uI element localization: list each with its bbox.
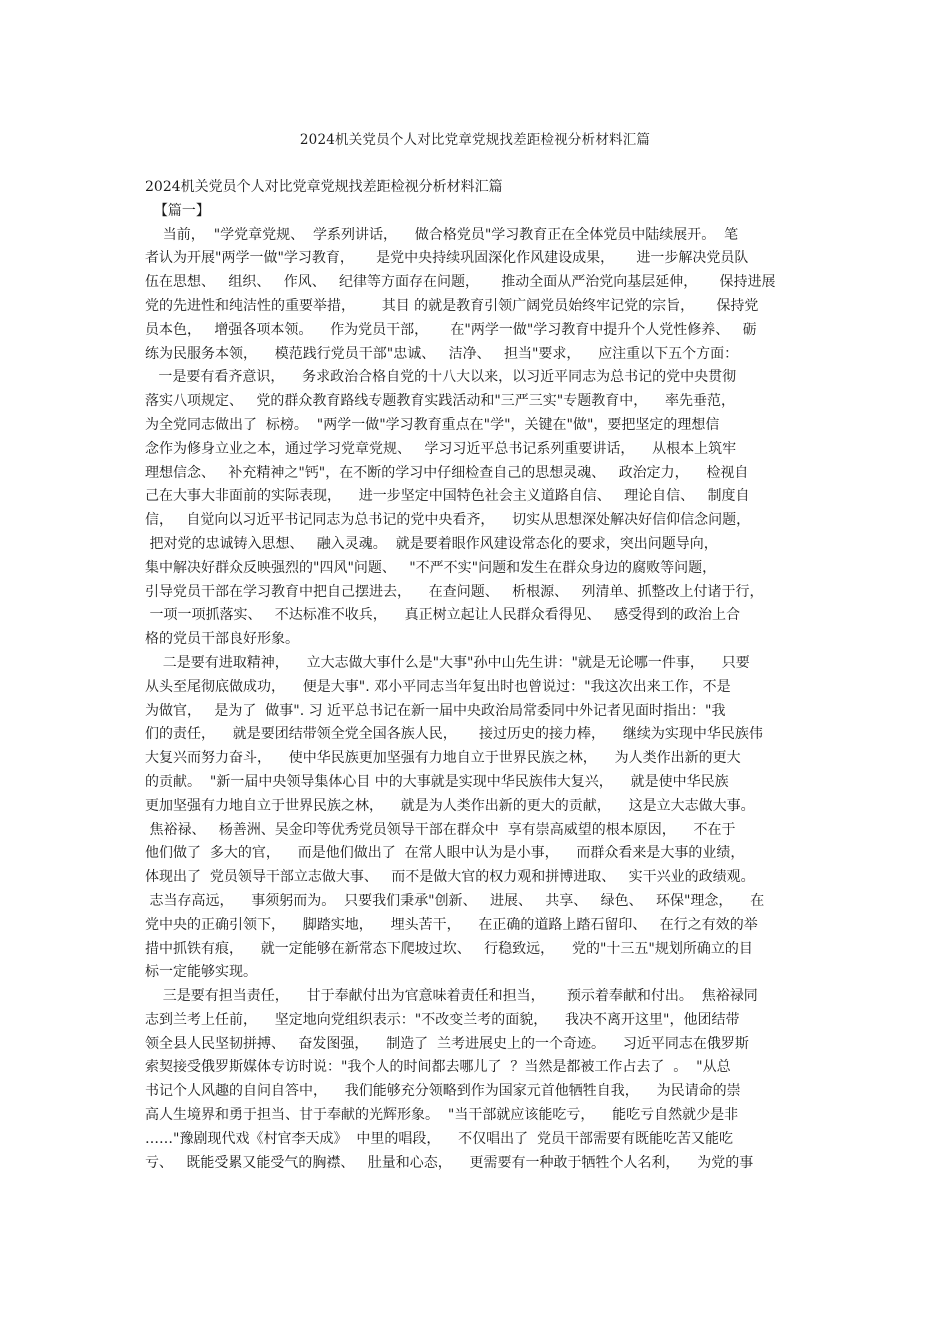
paragraph-line: 大复兴而努力奋斗， 使中华民族更加坚强有力地自立于世界民族之林， 为人类作出新的更大	[145, 750, 741, 767]
paragraph-line: 党中央的正确引领下， 脚踏实地， 埋头苦干， 在正确的道路上踏石留印、 在行之有效的举	[145, 916, 758, 933]
paragraph-line: 二是要有进取精神， 立大志做大事什么是"大事"孙中山先生讲："就是无论哪一件事， 只要	[145, 654, 750, 671]
paragraph-line: 更加坚强有力地自立于世界民族之林， 就是为人类作出新的更大的贡献， 这是立大志做大事。	[145, 797, 755, 814]
paragraph-line: 书记个人风趣的自问自答中， 我们能够充分领略到作为国家元首他牺牲自我， 为民请命的崇	[145, 1083, 741, 1100]
document-subtitle: 2024机关党员个人对比党章党规找差距检视分析材料汇篇	[145, 179, 503, 195]
document-body	[145, 176, 825, 1175]
paragraph-line: 体现出了 党员领导干部立志做大事、 而不是做大官的权力观和拼博进取、 实干兴业的政绩观。	[145, 869, 755, 886]
paragraph-line: 高人生境界和勇于担当、甘于奉献的光辉形象。 "当干部就应该能吃亏， 能吃亏自然就少是非	[145, 1107, 739, 1124]
paragraph-line: 员本色， 增强各项本领。 作为党员干部， 在"两学一做"学习教育中提升个人党性修养、 砺	[145, 321, 757, 338]
paragraph-line: 他们做了 多大的官， 而是他们做出了 在常人眼中认为是小事， 而群众看来是大事的业绩，	[145, 845, 745, 862]
paragraph-line: 伍在思想、 组织、 作风、 纪律等方面存在问题， 推动全面从严治党向基层延伸， 保持进展	[145, 274, 776, 291]
paragraph-line: 从头至尾彻底做成功， 便是大事". 邓小平同志当年复出时也曾说过："我这次出来工作，不是	[145, 678, 731, 695]
paragraph-line: 者认为开展"两学一做"学习教育， 是党中央持续巩固深化作风建设成果， 进一步解决党员队	[145, 250, 749, 267]
paragraph-line: 措中抓铁有痕， 就一定能够在新常态下爬坡过坎、 行稳致远， 党的"十三五"规划所确立的目	[145, 940, 753, 957]
paragraph-line: 们的责任， 就是要团结带领全党全国各族人民， 接过历史的接力棒， 继续为实现中华民族伟	[145, 726, 763, 743]
paragraph-line: 集中解决好群众反映强烈的"四风"问题、 "不严不实"问题和发生在群众身边的腐败等问题，	[145, 559, 717, 576]
paragraph-line: 亏、 既能受累又能受气的胸襟、 肚量和心态， 更需要有一种敢于牺牲个人名利， 为党的事	[145, 1154, 754, 1171]
paragraph-line: 理想信念、 补充精神之"钙"，在不断的学习中仔细检查自己的思想灵魂、 政治定力， 检视自	[145, 464, 749, 481]
paragraph-line: 索契接受俄罗斯媒体专访时说："我个人的时间都去哪儿了 ？当然是都被工作占去了 。 "从总	[145, 1059, 731, 1076]
paragraph-line: 领全县人民坚韧拼搏、 奋发图强， 制造了 兰考进展史上的一个奇迹。 习近平同志在俄罗斯	[145, 1035, 749, 1052]
paragraph-line: 一项一项抓落实、 不达标准不收兵， 真正树立起让人民群众看得见、 感受得到的政治上合	[145, 607, 740, 624]
paragraph-line: 党的先进性和纯洁性的重要举措， 其目 的就是教育引领广阔党员始终牢记党的宗旨， 保持党	[145, 297, 759, 314]
paragraph-line: 【篇一】	[145, 202, 210, 219]
paragraph-line: 当前， "学党章党规、 学系列讲话， 做合格党员"学习教育正在全体党员中陆续展开。 笔	[145, 226, 739, 243]
paragraph-line: 把对党的忠诚铸入思想、 融入灵魂。 就是要着眼作风建设常态化的要求，突出问题导向，	[145, 535, 718, 552]
paragraph-line: ……"豫剧现代戏《村官李天成》 中里的唱段， 不仅唱出了 党员干部需要有既能吃苦又能吃	[145, 1130, 734, 1147]
paragraph-line: 志到兰考上任前， 坚定地向党组织表示："不改变兰考的面貌， 我决不离开这里"，他团结带	[145, 1011, 740, 1028]
paragraph-line: 格的党员干部良好形象。	[145, 631, 299, 648]
paragraph-line: 信， 自觉向以习近平书记同志为总书记的党中央看齐， 切实从思想深处解决好信仰信念问题，	[145, 512, 751, 529]
paragraph-line: 练为民服务本领， 模范践行党员干部"忠诚、 洁净、 担当"要求， 应注重以下五个方面：	[145, 345, 739, 362]
paragraph-line: 焦裕禄、 杨善洲、吴金印等优秀党员领导干部在群众中 享有崇高威望的根本原因， 不在于	[145, 821, 736, 838]
document-title: 2024机关党员个人对比党章党规找差距检视分析材料汇篇	[299, 132, 651, 148]
paragraph-line: 引导党员干部在学习教育中把自己摆进去， 在查问题、 析根源、 列清单、抓整改上付诸于行，	[145, 583, 764, 600]
paragraph-line: 志当存高远， 事须躬而为。 只要我们秉承"创新、 进展、 共享、 绿色、 环保"理念， 在	[145, 892, 765, 909]
paragraph-line: 的贡献。 "新一届中央领导集体心目 中的大事就是实现中华民族伟大复兴， 就是使中华民族	[145, 773, 729, 790]
paragraph-line: 为做官， 是为了 做事". 习 近平总书记在新一届中央政治局常委同中外记者见面时指出："我	[145, 702, 726, 719]
paragraph-line: 标一定能够实现。	[145, 964, 257, 981]
paragraph-line: 己在大事大非面前的实际表现， 进一步坚定中国特色社会主义道路自信、 理论自信、 制度自	[145, 488, 750, 505]
paragraph-line: 三是要有担当责任， 甘于奉献付出为官意味着责任和担当， 预示着奉献和付出。 焦裕禄同	[145, 988, 758, 1005]
paragraph-line: 念作为修身立业之本，通过学习党章党规、 学习习近平总书记系列重要讲话， 从根本上筑牢	[145, 440, 737, 457]
paragraph-line: 一是要有看齐意识， 务求政治合格自党的十八大以来，以习近平同志为总书记的党中央贯彻	[145, 369, 737, 386]
paragraph-line: 为全党同志做出了 标榜。 "两学一做"学习教育重点在"学"，关键在"做"，要把坚定的理想信	[145, 416, 720, 433]
paragraph-line: 落实八项规定、 党的群众教育路线专题教育实践活动和"三严三实"专题教育中， 率先垂范，	[145, 393, 736, 410]
